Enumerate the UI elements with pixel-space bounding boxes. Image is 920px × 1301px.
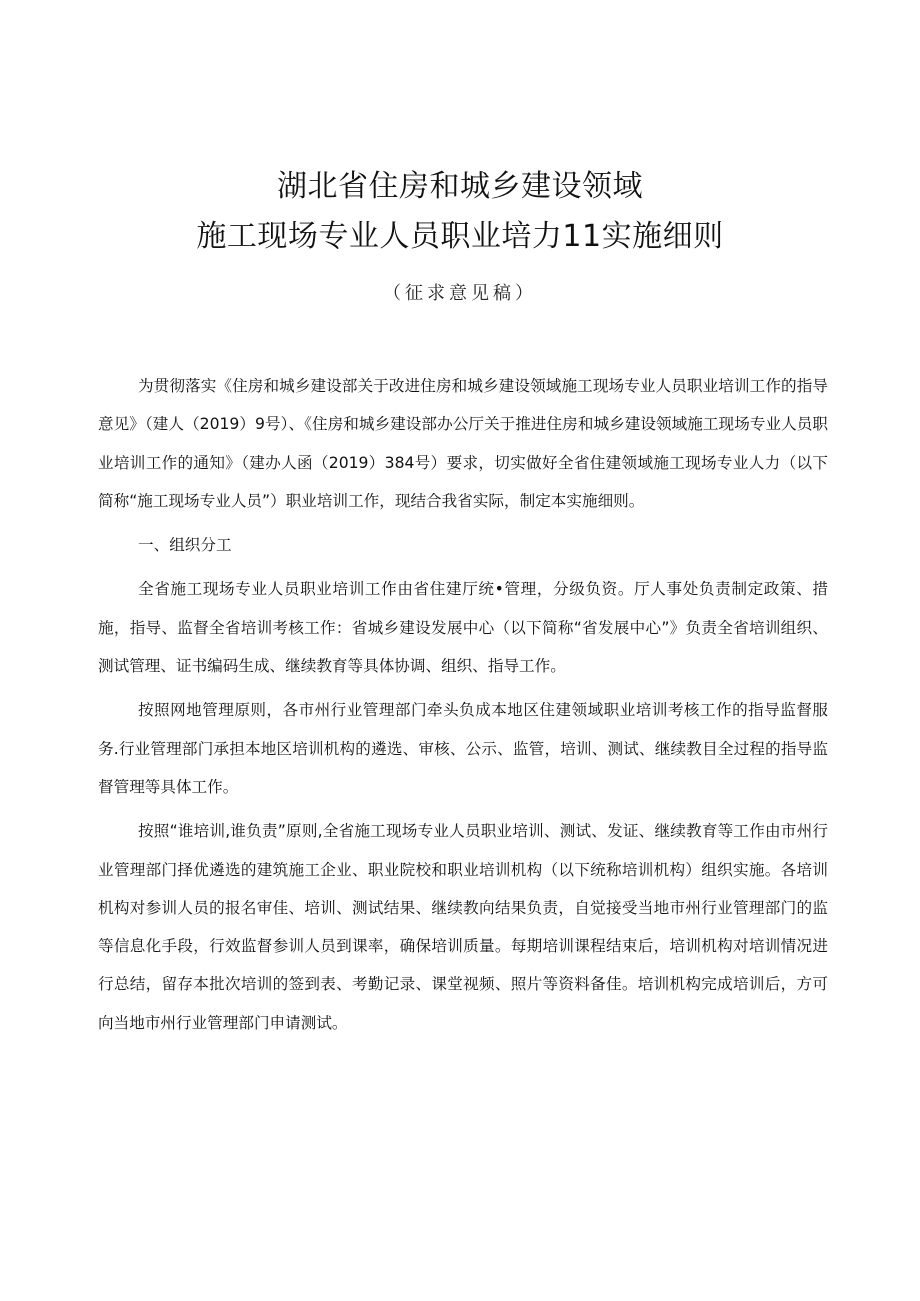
paragraph-training-implementation: 按照“谁培训,谁负责”原则,全省施工现场专业人员职业培训、测试、发证、继续教育等工作由市州行业管理部门择优遴选的建筑施工企业、职业院校和职业培训机构（以下统称培训机构）组织实施。各培训机构对参训人员的报名审佳、培训、测试结果、继续教向结果负责，自觉接受当地市州行业管理部门的监等信息化手段，行效监督参训人员到课率，确保培训质量。每期培训课程结束后，培训机构对培训情况进行总结，留存本批次培训的签到表、考勤记录、课堂视频、照片等资料备佳。培训机构完成培训后，方可向当地市州行业管理部门申请测试。 — [98, 822, 828, 1032]
title-line-1: 湖北省住房和城乡建设领域 — [277, 169, 643, 204]
document-title — [0, 162, 920, 262]
section-heading-organization: 一、组织分工 — [138, 536, 232, 555]
intro-paragraph: 为贯彻落实《住房和城乡建设部关于改进住房和城乡建设领域施工现场专业人员职业培训工作的指导意见》（建人（2019）9号）、《住房和城乡建设部办公厅关于推进住房和城乡建设领域施工现场专业人员职业培训工作的通知》（建办人函（2019）384号）要求，切实做好全省住建领域施工现场专业人力（以下简称“施工现场专业人员”）职业培训工作，现结合我省实际，制定本实施细则。 — [98, 377, 828, 510]
document-body — [98, 367, 828, 1048]
document-subtitle: （征求意见稿） — [383, 283, 537, 304]
paragraph-responsibilities: 全省施工现场专业人员职业培训工作由省住建厅统•管理，分级负资。厅人事处负责制定政策、措施，指导、监督全省培训考核工作：省城乡建设发展中心（以下简称“省发展中心”》负责全省培训组织、测试管理、证书编码生成、继续教育等具体协调、组织、指导工作。 — [98, 580, 828, 676]
paragraph-regional-management: 按照网地管理原则，各市州行业管理部门牵头负成本地区住建领域职业培训考核工作的指导监督服务.行业管理部门承担本地区培训机构的遴选、审核、公示、监管，培训、测试、继续教目全过程的指导监督管理等具体工作。 — [98, 701, 828, 796]
title-line-2: 施工现场专业人员职业培力11实施细则 — [196, 219, 724, 254]
